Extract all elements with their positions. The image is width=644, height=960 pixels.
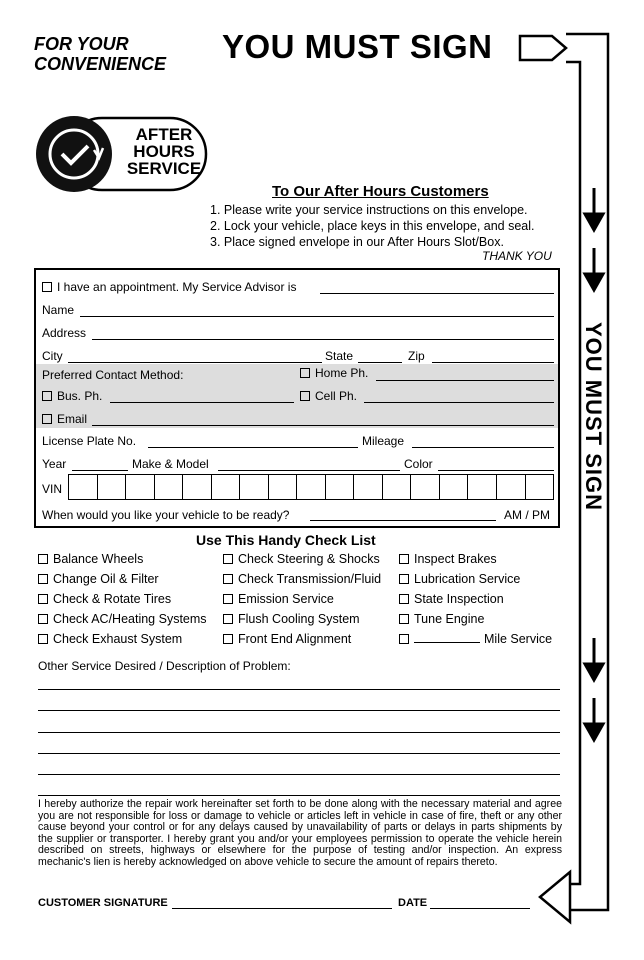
state-field[interactable]: [358, 362, 402, 363]
business-phone-label: Bus. Ph.: [57, 389, 103, 403]
logo-text: [126, 126, 202, 177]
year-field[interactable]: [72, 470, 128, 471]
checkbox[interactable]: [300, 391, 310, 401]
make-model-label: Make & Model: [132, 457, 209, 471]
logo-line-3: SERVICE: [126, 159, 202, 178]
checklist-item-mile-service[interactable]: Mile Service: [399, 632, 552, 646]
zip-field[interactable]: [432, 362, 554, 363]
checklist-item[interactable]: Change Oil & Filter: [38, 572, 159, 586]
checklist-item[interactable]: Balance Wheels: [38, 552, 143, 566]
name-label: Name: [42, 303, 75, 317]
license-plate-field[interactable]: [148, 447, 358, 448]
mileage-field[interactable]: [412, 447, 554, 448]
appointment-checkbox-row[interactable]: [42, 280, 296, 294]
checklist-title: Use This Handy Check List: [196, 532, 376, 548]
thank-you: THANK YOU: [482, 249, 552, 263]
checklist-item[interactable]: Check & Rotate Tires: [38, 592, 171, 606]
authorization-text: I hereby authorize the repair work hereinafter set forth to be done along with the necessary material and agree you are not responsible for loss or damage to vehicle or articles left in vehicle in case of fire, theft or any other cause beyond your control or for any delays caused by unavailability of parts or delays in parts shipments by the supplier or transporter. I hereby grant you and/or your employees permission to operate the vehicle herein described on streets, highways or elsewhere for the purpose of testing and/or inspection. An express mechanic's lien is hereby acknowledged on above vehicle to secure the amount of repairs thereto.: [38, 798, 562, 868]
checklist-item[interactable]: Check Steering & Shocks: [223, 552, 380, 566]
problem-description-line[interactable]: [38, 795, 560, 796]
convenience-line-2: CONVENIENCE: [34, 54, 167, 74]
problem-description-line[interactable]: [38, 774, 560, 775]
problem-description-line[interactable]: [38, 732, 560, 733]
side-banner-text: YOU MUST SIGN: [581, 322, 606, 512]
checklist-item[interactable]: Check Transmission/Fluid: [223, 572, 381, 586]
date-label: DATE: [398, 897, 428, 909]
year-label: Year: [42, 457, 67, 471]
email-checkbox-row[interactable]: [42, 412, 87, 426]
state-label: State: [325, 349, 354, 363]
cell-phone-field[interactable]: [364, 402, 554, 403]
instruction-item: 1. Please write your service instructions on this envelope.: [210, 203, 528, 217]
checkbox[interactable]: [42, 391, 52, 401]
preferred-contact-label: Preferred Contact Method:: [42, 368, 184, 382]
vin-label: VIN: [42, 482, 63, 496]
instruction-item: 3. Place signed envelope in our After Hours Slot/Box.: [210, 235, 504, 249]
city-label: City: [42, 349, 63, 363]
home-phone-label: Home Ph.: [315, 366, 369, 380]
ready-question: When would you like your vehicle to be ready?: [42, 508, 290, 522]
after-hours-logo: [36, 116, 208, 192]
home-phone-checkbox-row[interactable]: [300, 366, 368, 380]
logo-line-1: AFTER: [135, 125, 193, 144]
ready-time-field[interactable]: [310, 520, 496, 521]
customer-signature-field[interactable]: [172, 908, 392, 909]
customer-signature-label: CUSTOMER SIGNATURE: [38, 897, 168, 909]
problem-description-line[interactable]: [38, 689, 560, 690]
cell-phone-checkbox-row[interactable]: [300, 389, 357, 403]
checkbox[interactable]: [300, 368, 310, 378]
other-service-label: Other Service Desired / Description of Problem:: [38, 659, 291, 673]
checklist-item[interactable]: Flush Cooling System: [223, 612, 360, 626]
checklist-item[interactable]: Front End Alignment: [223, 632, 351, 646]
address-field[interactable]: [92, 339, 554, 340]
must-sign-title: YOU MUST SIGN: [222, 28, 493, 65]
appointment-label: I have an appointment. My Service Advisor is: [57, 280, 297, 294]
am-pm-label: AM / PM: [504, 508, 551, 522]
logo-line-2: HOURS: [133, 142, 195, 161]
email-label: Email: [57, 412, 88, 426]
problem-description-line[interactable]: [38, 710, 560, 711]
side-must-sign-banner: [572, 322, 612, 584]
checklist-item[interactable]: Check AC/Heating Systems: [38, 612, 207, 626]
mile-service-field[interactable]: [414, 642, 480, 643]
color-field[interactable]: [438, 470, 554, 471]
home-phone-field[interactable]: [376, 380, 554, 381]
checklist-item[interactable]: Emission Service: [223, 592, 334, 606]
address-label: Address: [42, 326, 87, 340]
zip-label: Zip: [408, 349, 425, 363]
checklist-item[interactable]: State Inspection: [399, 592, 504, 606]
make-model-field[interactable]: [218, 470, 400, 471]
mileage-label: Mileage: [362, 434, 405, 448]
email-field[interactable]: [92, 425, 554, 426]
customers-title: To Our After Hours Customers: [272, 183, 489, 200]
problem-description-line[interactable]: [38, 753, 560, 754]
business-phone-checkbox-row[interactable]: [42, 389, 102, 403]
date-field[interactable]: [430, 908, 530, 909]
instructions-list: [210, 202, 535, 250]
checkbox[interactable]: [42, 282, 52, 292]
color-label: Color: [404, 457, 433, 471]
checklist-item[interactable]: Tune Engine: [399, 612, 484, 626]
checklist-item[interactable]: Check Exhaust System: [38, 632, 182, 646]
business-phone-field[interactable]: [110, 402, 294, 403]
city-field[interactable]: [68, 362, 322, 363]
cell-phone-label: Cell Ph.: [315, 389, 358, 403]
checklist-item[interactable]: Inspect Brakes: [399, 552, 497, 566]
service-advisor-field[interactable]: [320, 293, 554, 294]
checklist-item[interactable]: Lubrication Service: [399, 572, 520, 586]
vin-field[interactable]: [68, 474, 554, 500]
license-plate-label: License Plate No.: [42, 434, 137, 448]
convenience-line-1: FOR YOUR: [34, 34, 129, 54]
name-field[interactable]: [80, 316, 554, 317]
checkbox[interactable]: [42, 414, 52, 424]
instruction-item: 2. Lock your vehicle, place keys in this envelope, and seal.: [210, 219, 535, 233]
